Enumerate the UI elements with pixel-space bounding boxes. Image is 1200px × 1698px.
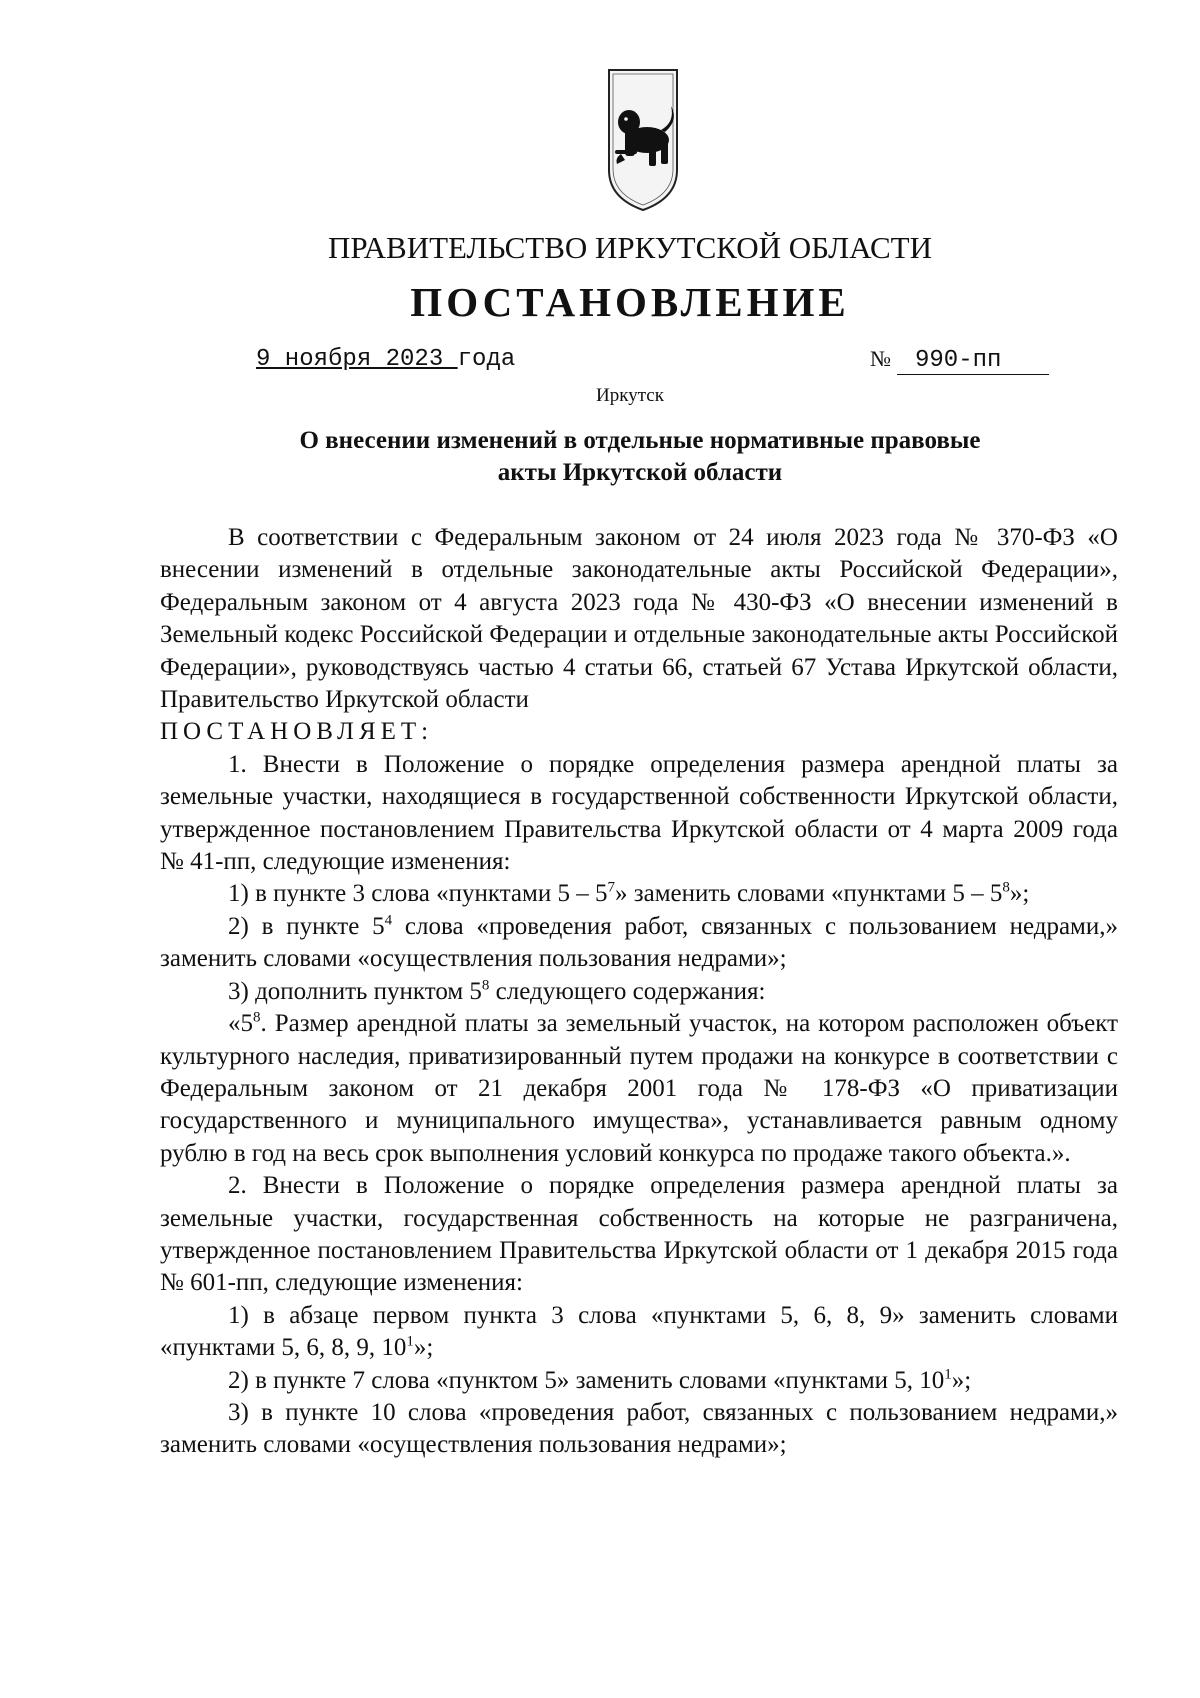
date-suffix: года [457, 346, 516, 373]
date-value: 9 ноября 2023 [256, 346, 458, 373]
document-date [256, 346, 515, 373]
item-2-paragraph: 2. Внести в Положение о порядке определения размера арендной платы за земельные участки, государственная собственность на которые не разграничена, утвержденное постановлением Правительства Иркутской области от 1 декабря 2015 года № 601-пп, следующие изменения: [160, 1172, 1118, 1297]
item-1-3-text-paragraph: «$5^8$. Размер арендной платы за земельный участок, на котором расположен объект культурного наследия, приватизированный путем продажи на конкурсе в соответствии с Федеральным законом от 21 декабря 2001 года № 178-ФЗ «О приватизации государственного и муниципального имущества», устанавливается равным одному рублю в год на весь срок выполнения условий конкурса по продаже такого объекта.». [160, 1009, 1118, 1167]
item-2-2-paragraph: 2) в пункте 7 слова «пунктом 5» заменить словами «пунктами 5, $10^1$»; [228, 1366, 972, 1394]
organization-name: ПРАВИТЕЛЬСТВО ИРКУТСКОЙ ОБЛАСТИ [327, 230, 932, 265]
document-number [870, 346, 1049, 375]
item-2-1-paragraph: 1) в абзаце первом пункта 3 слова «пунктами 5, 6, 8, 9» заменить словами «пунктами 5, 6, 8, 9, $10^1$»; [160, 1301, 1118, 1362]
coat-of-arms-icon [605, 66, 681, 214]
item-1-3-paragraph: 3) дополнить пунктом $5^8$ следующего содержания: [228, 977, 766, 1005]
city-name: Иркутск [596, 385, 664, 406]
document-body [160, 522, 1118, 1462]
title-line: О внесении изменений в отдельные нормативные правовые [299, 427, 981, 454]
item-1-paragraph: 1. Внести в Положение о порядке определения размера арендной платы за земельные участки, находящиеся в государственной собственности Иркутской области, утвержденное постановлением Правительства Иркутской области от 4 марта 2009 года № 41-пп, следующие изменения: [160, 750, 1118, 876]
item-2-3-paragraph: 3) в пункте 10 слова «проведения работ, связанных с пользованием недрами,» заменить словами «осуществления пользования недрами»; [160, 1398, 1118, 1459]
preamble-paragraph: В соответствии с Федеральным законом от 24 июля 2023 года № 370-ФЗ «О внесении изменений в отдельные законодательные акты Российской Федерации», Федеральным законом от 4 августа 2023 года № 430-ФЗ «О внесении изменений в Земельный кодекс Российской Федерации и отдельные законодательные акты Российской Федерации», руководствуясь частью 4 статьи 66, статьей 67 Устава Иркутской области, Правительство Иркутской области [160, 524, 1118, 714]
number-sign: № [870, 346, 891, 371]
item-1-2-paragraph: 2) в пункте $5^4$ слова «проведения работ, связанных с пользованием недрами,» заменить словами «осуществления пользования недрами»; [160, 912, 1118, 973]
document-title [220, 425, 1060, 489]
resolves-heading: ПОСТАНОВЛЯЕТ: [160, 718, 434, 746]
number-value: 990-пп [915, 347, 1002, 374]
document-type: ПОСТАНОВЛЕНИЕ [410, 279, 850, 325]
title-line: акты Иркутской области [497, 459, 783, 486]
item-1-1-paragraph: 1) в пункте 3 слова «пунктами $5 - 5^7$» заменить словами «пунктами $5 - 5^8$»; [228, 880, 1030, 908]
